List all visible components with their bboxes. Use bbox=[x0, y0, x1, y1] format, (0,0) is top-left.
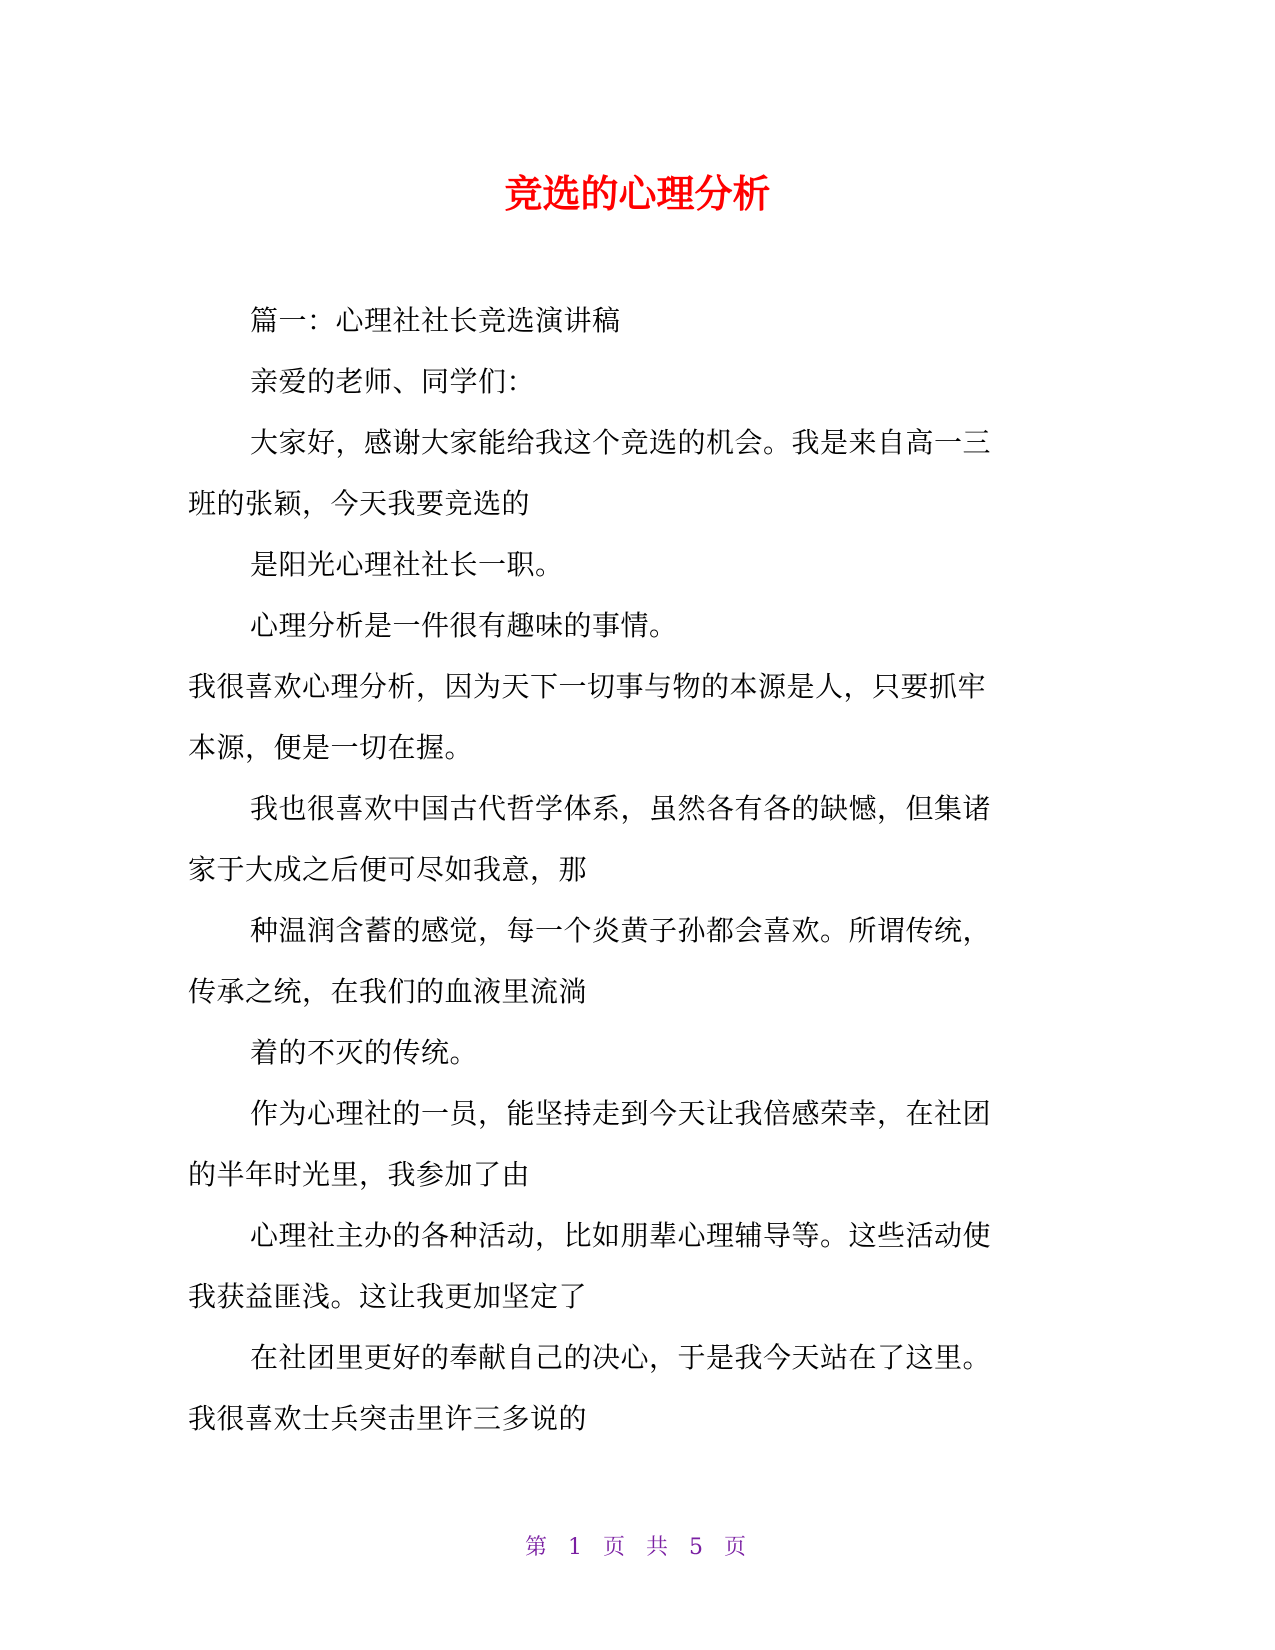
text-line: 作为心理社的一员，能坚持走到今天让我倍感荣幸，在社团 bbox=[250, 1097, 992, 1130]
text-line: 我很喜欢士兵突击里许三多说的 bbox=[188, 1402, 588, 1435]
paragraph-11 bbox=[188, 1205, 1068, 1327]
text-line: 亲爱的老师、同学们： bbox=[250, 365, 536, 398]
text-line: 我也很喜欢中国古代哲学体系，虽然各有各的缺憾，但集诸 bbox=[250, 792, 992, 825]
text-line: 心理分析是一件很有趣味的事情。 bbox=[250, 609, 678, 642]
page-number-footer: 第 1 页 共 5 页 bbox=[525, 1535, 750, 1560]
text-line: 我很喜欢心理分析，因为天下一切事与物的本源是人，只要抓牢 bbox=[188, 670, 987, 703]
paragraph-9 bbox=[188, 1022, 1068, 1083]
paragraph-4 bbox=[188, 534, 1068, 595]
paragraph-3 bbox=[188, 412, 1068, 534]
document-body bbox=[188, 290, 1068, 1449]
text-line: 在社团里更好的奉献自己的决心，于是我今天站在了这里。 bbox=[250, 1341, 992, 1374]
paragraph-7 bbox=[188, 778, 1068, 900]
text-line: 着的不灭的传统。 bbox=[250, 1036, 479, 1069]
text-line: 本源，便是一切在握。 bbox=[188, 731, 474, 764]
paragraph-6 bbox=[188, 656, 1068, 778]
paragraph-10 bbox=[188, 1083, 1068, 1205]
paragraph-8 bbox=[188, 900, 1068, 1022]
document-title: 竞选的心理分析 bbox=[504, 172, 771, 216]
text-line: 种温润含蓄的感觉，每一个炎黄子孙都会喜欢。所谓传统， bbox=[250, 914, 992, 947]
text-line: 家于大成之后便可尽如我意，那 bbox=[188, 853, 588, 886]
text-line: 心理社主办的各种活动，比如朋辈心理辅导等。这些活动使 bbox=[250, 1219, 992, 1252]
text-line: 班的张颖，今天我要竞选的 bbox=[188, 487, 531, 520]
text-line: 传承之统，在我们的血液里流淌 bbox=[188, 975, 588, 1008]
text-line: 的半年时光里，我参加了由 bbox=[188, 1158, 531, 1191]
text-line: 大家好，感谢大家能给我这个竞选的机会。我是来自高一三 bbox=[250, 426, 992, 459]
paragraph-5 bbox=[188, 595, 1068, 656]
paragraph-12 bbox=[188, 1327, 1068, 1449]
text-line: 是阳光心理社社长一职。 bbox=[250, 548, 564, 581]
paragraph-2 bbox=[188, 351, 1068, 412]
text-line: 我获益匪浅。这让我更加坚定了 bbox=[188, 1280, 588, 1313]
text-line: 篇一：心理社社长竞选演讲稿 bbox=[250, 304, 621, 337]
paragraph-1 bbox=[188, 290, 1068, 351]
